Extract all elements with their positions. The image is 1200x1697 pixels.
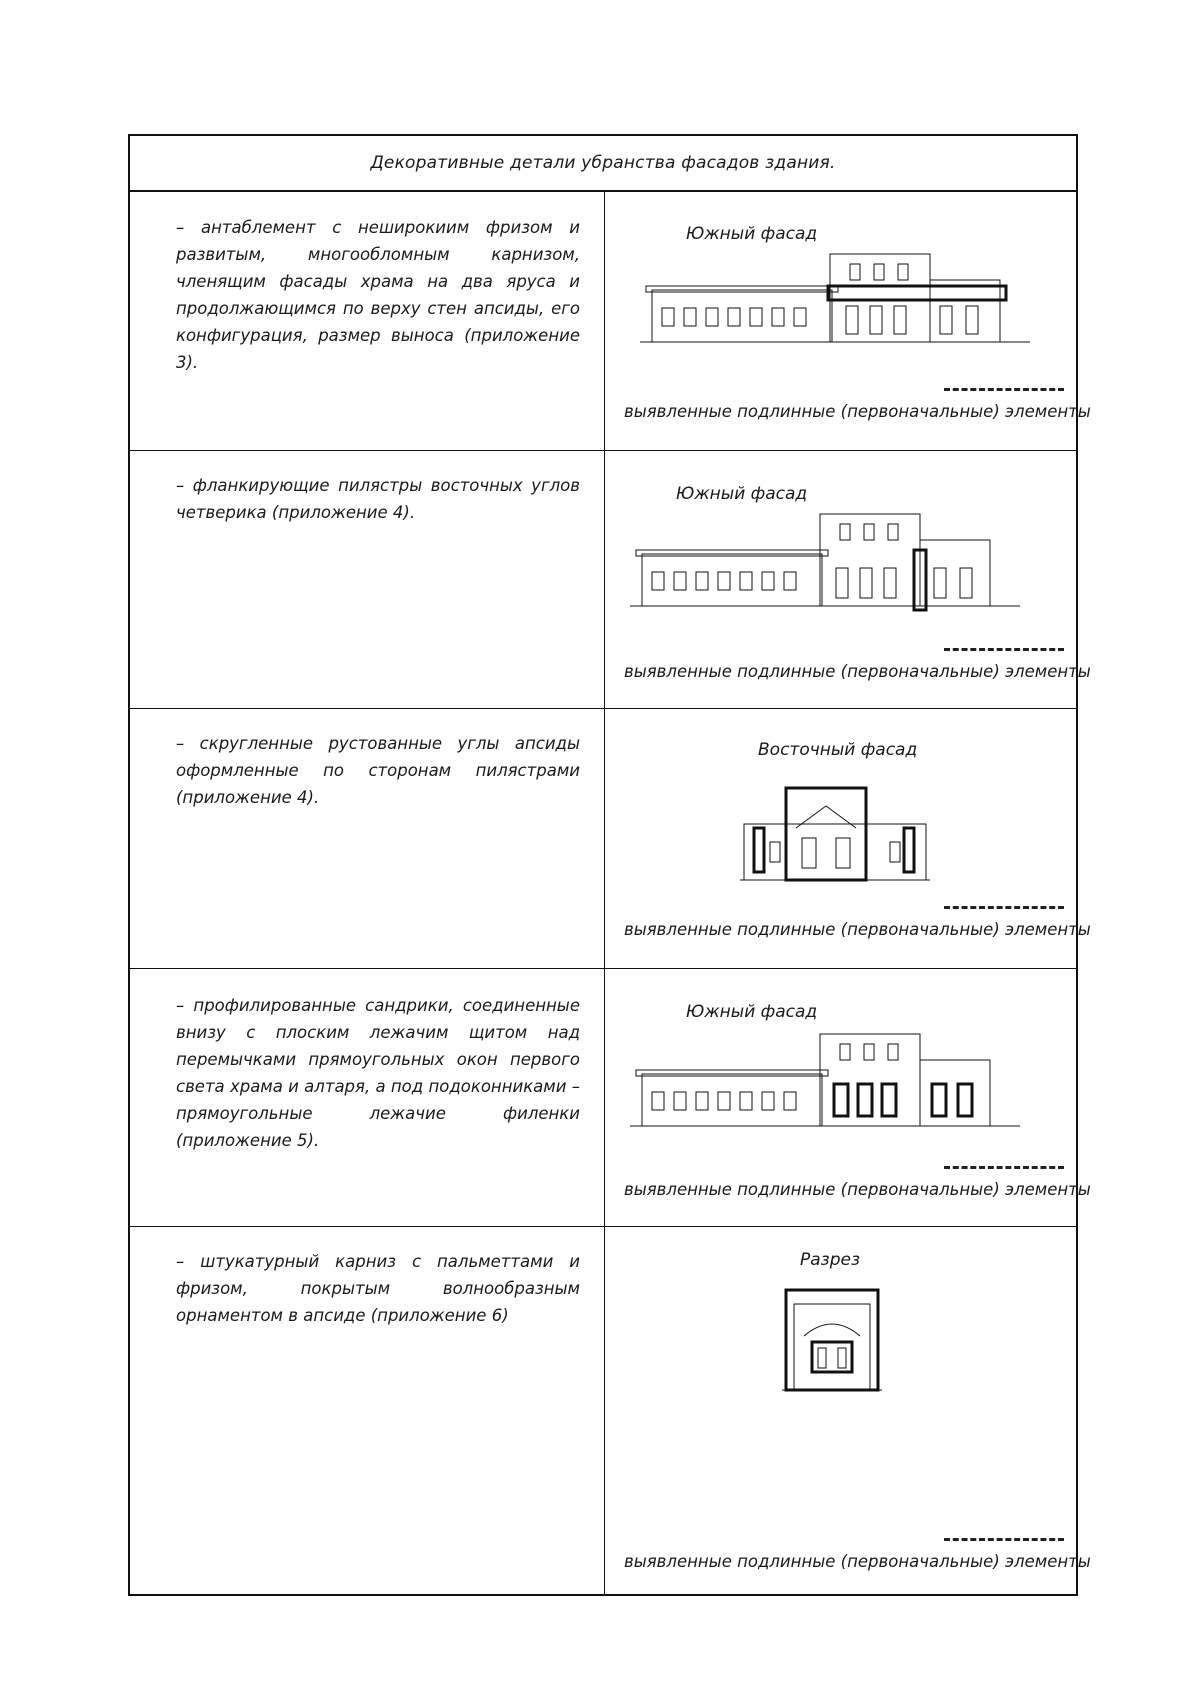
row-3-legend-line [944, 906, 1064, 909]
row-2-figure [604, 450, 1091, 708]
row-2-caption: выявленные подлинные (первоначальные) элементы [624, 662, 1091, 681]
row-4-figure-label: Южный фасад [686, 1002, 818, 1022]
south-facade-drawing-2 [630, 510, 1020, 620]
row-1-legend-line [944, 388, 1064, 391]
row-1-description: – антаблемент с неширокиим фризом и развитым, многообломным карнизом, членящим фасады храма на два яруса и продолжающимся по верху стен апсиды, его конфигурация, размер выноса (приложение 3). [176, 218, 580, 372]
south-facade-drawing-3 [630, 1030, 1020, 1138]
row-5-legend-line [944, 1538, 1064, 1541]
row-2-figure-label: Южный фасад [676, 484, 808, 504]
section-drawing [782, 1286, 882, 1396]
row-1-figure-label: Южный фасад [686, 224, 818, 244]
table-title: Декоративные детали убранства фасадов здания. [130, 136, 1076, 192]
row-4-legend-line [944, 1166, 1064, 1169]
row-1-figure [604, 190, 1091, 450]
south-facade-drawing-1 [640, 250, 1030, 350]
row-5-figure [604, 1226, 1091, 1598]
row-5-figure-label: Разрез [800, 1250, 860, 1270]
row-3-caption: выявленные подлинные (первоначальные) элементы [624, 920, 1091, 939]
decor-table [128, 134, 1091, 1596]
row-4-caption: выявленные подлинные (первоначальные) элементы [624, 1180, 1091, 1199]
row-4-description: – профилированные сандрики, соединенные внизу с плоским лежачим щитом над перемычками прямоугольных окон первого света храма и алтаря, а под подоконниками – прямоугольные лежачие филенки (приложение 5). [176, 996, 580, 1150]
row-3-figure-label: Восточный фасад [758, 740, 918, 760]
row-1-caption: выявленные подлинные (первоначальные) элементы [624, 402, 1091, 421]
row-2-description: – фланкирующие пилястры восточных углов четверика (приложение 4). [176, 476, 580, 522]
row-3-figure [604, 708, 1091, 968]
row-5-description: – штукатурный карниз с пальметтами и фризом, покрытым волнообразным орнаментом в апсиде (приложение 6) [176, 1252, 580, 1325]
row-3-description: – скругленные рустованные углы апсиды оформленные по сторонам пилястрами (приложение 4). [176, 734, 580, 807]
row-2-legend-line [944, 648, 1064, 651]
row-4-figure [604, 968, 1091, 1226]
row-5-caption: выявленные подлинные (первоначальные) элементы [624, 1552, 1091, 1571]
east-facade-drawing [740, 788, 930, 888]
